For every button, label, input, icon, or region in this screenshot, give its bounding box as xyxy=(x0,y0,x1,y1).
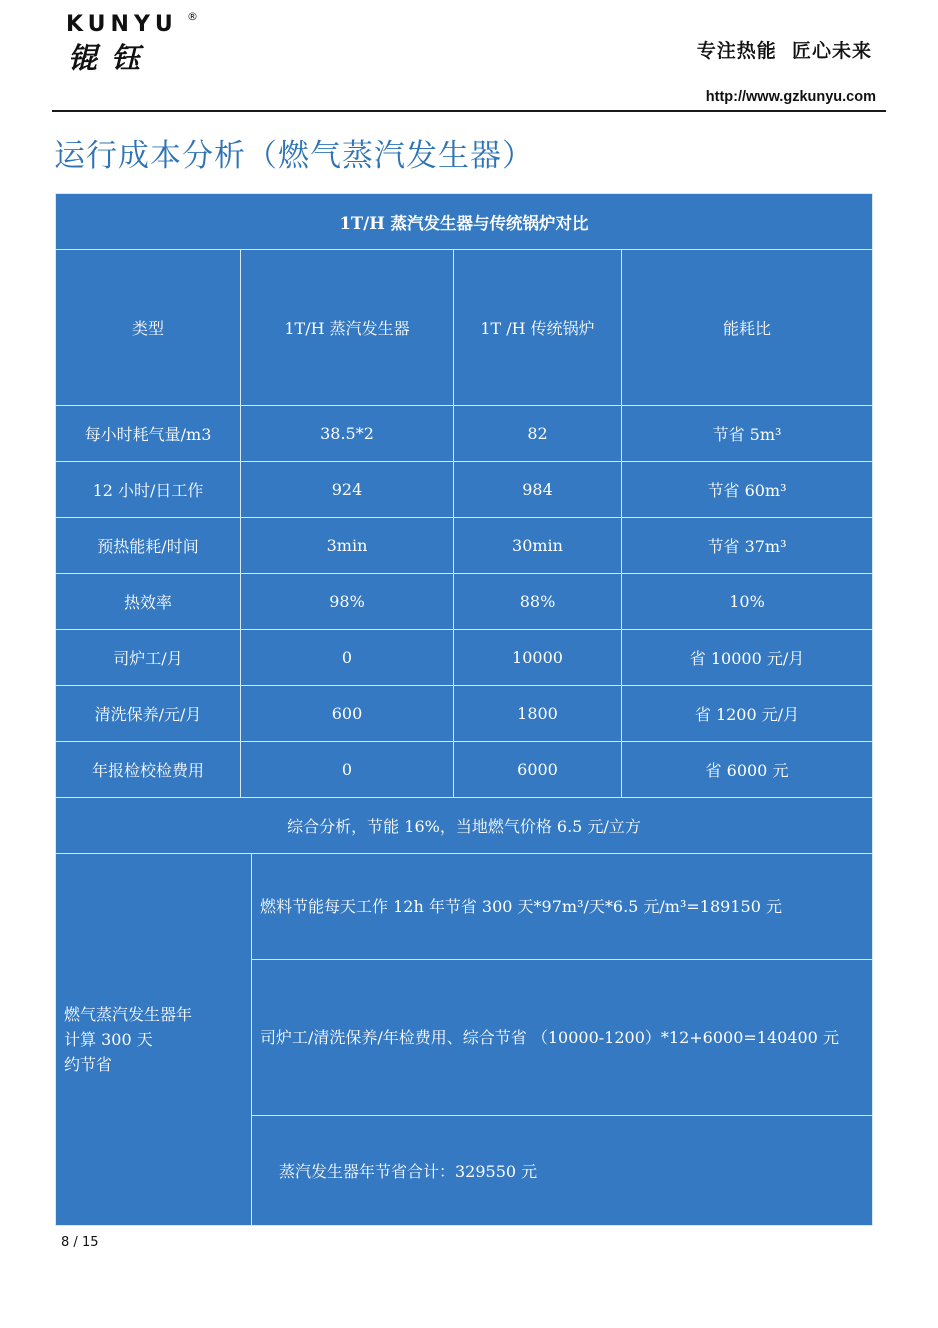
labor-savings-item: 司炉工/清洗保养/年检费用、综合节省 （10000-1200）*12+6000=140400 元 xyxy=(252,960,873,1116)
total-pages: 15 xyxy=(81,1235,99,1250)
steam-generator-value: 0 xyxy=(241,742,454,798)
header-energy-ratio: 能耗比 xyxy=(622,250,873,406)
table-row xyxy=(56,574,873,630)
website-url: http://www.gzkunyu.com xyxy=(705,89,876,105)
table-caption-row xyxy=(56,194,873,250)
row-label: 每小时耗气量/m3 xyxy=(56,406,241,462)
annual-row xyxy=(56,854,873,960)
boiler-value: 984 xyxy=(454,462,622,518)
ratio-value: 省 1200 元/月 xyxy=(622,686,873,742)
steam-generator-value: 38.5*2 xyxy=(241,406,454,462)
logo-chinese: 锟钰 xyxy=(68,41,155,75)
ratio-value: 节省 60m³ xyxy=(622,462,873,518)
ratio-value: 节省 37m³ xyxy=(622,518,873,574)
table-row xyxy=(56,630,873,686)
annual-total: 蒸汽发生器年节省合计：329550 元 xyxy=(252,1116,873,1226)
steam-generator-value: 98% xyxy=(241,574,454,630)
annual-label-line: 燃气蒸汽发生器年 xyxy=(64,1005,193,1024)
logo-text: KUNYU xyxy=(66,12,178,37)
table-row xyxy=(56,686,873,742)
row-label: 年报检校检费用 xyxy=(56,742,241,798)
table-row xyxy=(56,742,873,798)
header-type: 类型 xyxy=(56,250,241,406)
page-separator: / xyxy=(73,1235,78,1250)
header-traditional-boiler: 1T /H 传统锅炉 xyxy=(454,250,622,406)
header-steam-generator: 1T/H 蒸汽发生器 xyxy=(241,250,454,406)
summary-text: 综合分析，节能 16%，当地燃气价格 6.5 元/立方 xyxy=(56,798,873,854)
row-label: 12 小时/日工作 xyxy=(56,462,241,518)
table-header-row xyxy=(56,250,873,406)
page-title: 运行成本分析（燃气蒸汽发生器） xyxy=(54,138,534,174)
steam-generator-value: 0 xyxy=(241,630,454,686)
row-label: 司炉工/月 xyxy=(56,630,241,686)
slogan: 专注热能 匠心未来 xyxy=(696,40,872,62)
ratio-value: 节省 5m³ xyxy=(622,406,873,462)
header-divider xyxy=(52,110,886,112)
boiler-value: 88% xyxy=(454,574,622,630)
steam-generator-value: 924 xyxy=(241,462,454,518)
table-row xyxy=(56,462,873,518)
boiler-value: 30min xyxy=(454,518,622,574)
annual-label-line: 约节省 xyxy=(64,1055,113,1074)
boiler-value: 10000 xyxy=(454,630,622,686)
page-number xyxy=(61,1235,99,1250)
row-label: 预热能耗/时间 xyxy=(56,518,241,574)
annual-savings-label xyxy=(56,854,252,1226)
annual-label-line: 计算 300 天 xyxy=(64,1030,153,1049)
table-caption: 1T/H 蒸汽发生器与传统锅炉对比 xyxy=(56,194,873,250)
summary-row xyxy=(56,798,873,854)
boiler-value: 6000 xyxy=(454,742,622,798)
row-label: 热效率 xyxy=(56,574,241,630)
boiler-value: 1800 xyxy=(454,686,622,742)
registered-mark: ® xyxy=(187,10,198,23)
table-row xyxy=(56,518,873,574)
steam-generator-value: 600 xyxy=(241,686,454,742)
row-label: 清洗保养/元/月 xyxy=(56,686,241,742)
fuel-savings-item: 燃料节能每天工作 12h 年节省 300 天*97m³/天*6.5 元/m³=189150 元 xyxy=(252,854,873,960)
comparison-table xyxy=(55,193,873,1226)
ratio-value: 省 10000 元/月 xyxy=(622,630,873,686)
ratio-value: 10% xyxy=(622,574,873,630)
ratio-value: 省 6000 元 xyxy=(622,742,873,798)
boiler-value: 82 xyxy=(454,406,622,462)
steam-generator-value: 3min xyxy=(241,518,454,574)
current-page: 8 xyxy=(61,1235,70,1250)
table-row xyxy=(56,406,873,462)
